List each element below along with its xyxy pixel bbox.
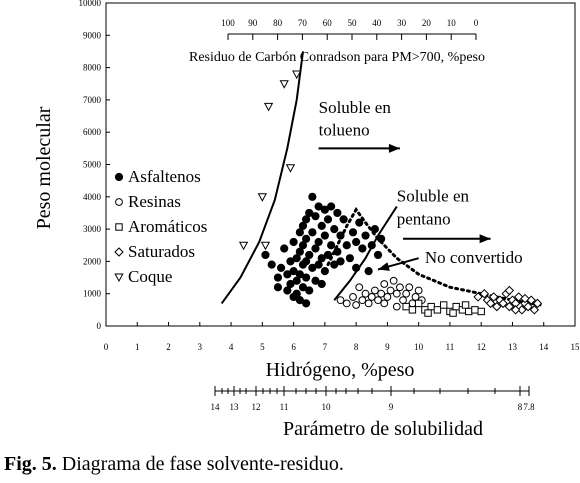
solubility-axis-tick-label: 10 <box>321 402 331 412</box>
data-point <box>309 193 316 200</box>
data-point <box>387 287 394 294</box>
boundary-line-1 <box>222 51 303 303</box>
data-point <box>353 238 360 245</box>
arrow-head <box>378 262 390 271</box>
solubility-axis-tick-label: 7.8 <box>523 402 535 412</box>
legend-label: Resinas <box>128 192 181 211</box>
data-point <box>259 194 267 201</box>
caption-label: Fig. 5. <box>4 453 57 475</box>
x-tick-label: 14 <box>539 342 549 352</box>
solubility-axis-tick-label: 9 <box>388 402 394 412</box>
legend-label: Aromáticos <box>128 217 208 236</box>
data-point <box>306 287 313 294</box>
data-point <box>393 290 400 297</box>
annotation-text: tolueno <box>318 120 370 140</box>
x-tick-label: 11 <box>445 342 455 352</box>
annotation-text: No convertido <box>424 248 523 268</box>
annotations <box>319 98 523 267</box>
data-point <box>303 235 310 242</box>
data-point <box>262 242 270 249</box>
figure-caption <box>4 453 344 475</box>
x-tick-label: 7 <box>322 342 328 352</box>
data-point <box>315 238 322 245</box>
arrow-head <box>480 234 491 243</box>
data-point <box>334 248 341 255</box>
arrow-head <box>389 144 400 153</box>
x-tick-label: 8 <box>353 342 359 352</box>
data-point <box>371 287 378 294</box>
top-axis-tick-label: 90 <box>248 18 258 28</box>
x-tick-label: 15 <box>570 342 580 352</box>
solubility-axis-tick-label: 13 <box>229 402 239 412</box>
series-coque <box>240 71 301 249</box>
data-point <box>368 294 375 301</box>
top-axis-tick-label: 0 <box>473 18 479 28</box>
data-point <box>409 300 416 307</box>
y-tick-label: 1000 <box>83 288 101 299</box>
series-resinas <box>337 277 425 310</box>
data-point <box>280 81 288 88</box>
annotation-text: pentano <box>396 209 451 229</box>
x-axis-label: Hidrógeno, %peso <box>265 359 415 381</box>
data-point <box>290 238 297 245</box>
data-point <box>268 261 275 268</box>
y-tick-label: 0 <box>96 321 101 331</box>
top-axis-ccr <box>221 18 479 40</box>
legend <box>115 167 207 286</box>
data-point <box>462 302 468 308</box>
data-point <box>274 274 281 281</box>
data-point <box>274 284 281 291</box>
y-axis-label: Peso molecular <box>33 106 55 230</box>
data-point <box>337 297 344 304</box>
x-tick-label: 4 <box>228 342 234 352</box>
data-point <box>478 308 484 314</box>
data-point <box>409 307 415 313</box>
data-point <box>337 232 344 239</box>
top-axis-tick-label: 30 <box>397 18 407 28</box>
data-point <box>362 290 369 297</box>
legend-marker <box>115 173 122 180</box>
data-point <box>312 213 319 220</box>
data-point <box>375 297 382 304</box>
data-point <box>343 242 350 249</box>
data-point <box>472 307 478 313</box>
data-point <box>334 209 341 216</box>
solubility-axis-label: Parámetro de solubilidad <box>283 418 483 440</box>
y-tick-label: 6000 <box>83 127 101 138</box>
x-tick-label: 0 <box>103 342 109 352</box>
top-axis-tick-label: 70 <box>297 18 307 28</box>
data-point <box>406 284 413 291</box>
data-point <box>368 242 375 249</box>
data-point <box>356 219 363 226</box>
data-point <box>350 294 357 301</box>
data-point <box>378 290 385 297</box>
data-point <box>240 242 248 249</box>
x-tick-label: 13 <box>507 342 517 352</box>
top-axis-tick-label: 50 <box>347 18 357 28</box>
data-point <box>362 232 369 239</box>
y-axis <box>79 0 111 331</box>
legend-label: Asfaltenos <box>128 167 201 186</box>
data-point <box>453 303 459 309</box>
legend-marker <box>115 274 123 281</box>
x-tick-label: 3 <box>197 342 203 352</box>
data-point <box>393 303 400 310</box>
data-point <box>359 245 366 252</box>
data-point <box>321 267 328 274</box>
y-tick-label: 7000 <box>83 94 101 105</box>
data-point <box>425 310 431 316</box>
annotation-text: Soluble en <box>318 97 391 117</box>
data-point <box>287 165 295 172</box>
data-point <box>403 290 410 297</box>
data-point <box>365 267 372 274</box>
data-point <box>400 297 407 304</box>
data-point <box>434 307 440 313</box>
data-point <box>281 245 288 252</box>
top-axis-tick-label: 100 <box>221 18 235 28</box>
data-point <box>440 302 446 308</box>
x-tick-label: 1 <box>135 342 140 352</box>
data-point <box>397 284 404 291</box>
legend-marker <box>116 199 123 206</box>
annotation-text: Soluble en <box>396 186 470 206</box>
data-point <box>359 297 366 304</box>
data-point <box>265 103 273 110</box>
data-point <box>328 203 335 210</box>
x-tick-label: 2 <box>166 342 171 352</box>
data-point <box>384 294 391 301</box>
data-point <box>465 308 471 314</box>
data-point <box>337 258 344 265</box>
solubility-axis-tick-label: 14 <box>210 402 220 412</box>
y-tick-label: 10000 <box>78 0 101 8</box>
data-point <box>303 300 310 307</box>
data-point <box>321 232 328 239</box>
data-point <box>318 280 325 287</box>
y-tick-label: 8000 <box>83 62 101 73</box>
data-point <box>365 300 372 307</box>
data-point <box>353 264 360 271</box>
solubility-axis-tick-label: 11 <box>279 402 289 412</box>
data-point <box>403 303 409 309</box>
x-tick-label: 6 <box>291 342 296 352</box>
data-point <box>318 222 325 229</box>
top-axis-tick-label: 60 <box>322 18 332 28</box>
data-point <box>381 281 388 288</box>
data-point <box>374 251 381 258</box>
data-point <box>415 287 422 294</box>
y-tick-label: 5000 <box>83 159 101 170</box>
data-point <box>412 294 419 301</box>
top-axis-tick-label: 20 <box>421 18 431 28</box>
data-point <box>371 226 378 233</box>
data-point <box>340 216 347 223</box>
data-point <box>346 255 353 262</box>
data-point <box>378 235 385 242</box>
y-tick-label: 9000 <box>83 30 101 41</box>
data-point <box>324 216 331 223</box>
x-tick-label: 9 <box>385 342 390 352</box>
x-tick-label: 12 <box>476 342 486 352</box>
data-point <box>353 302 360 309</box>
data-point <box>309 229 316 236</box>
top-axis-label: Residuo de Carbón Conradson para PM>700, %peso <box>188 50 486 65</box>
data-point <box>356 284 363 291</box>
x-tick-label: 5 <box>260 342 265 352</box>
data-point <box>415 300 421 306</box>
solubility-axis <box>211 386 536 412</box>
top-axis-tick-label: 10 <box>446 18 456 28</box>
solubility-axis-tick-label: 8 <box>517 402 523 412</box>
legend-label: Saturados <box>128 242 196 261</box>
top-axis-tick-label: 40 <box>372 18 382 28</box>
top-axis-tick-label: 80 <box>273 18 283 28</box>
data-point <box>390 277 397 284</box>
data-point <box>306 251 313 258</box>
series-aromticos <box>403 300 484 316</box>
x-tick-label: 10 <box>414 342 424 352</box>
data-point <box>328 242 335 249</box>
y-tick-label: 4000 <box>83 191 101 202</box>
data-point <box>277 264 284 271</box>
data-point <box>428 303 434 309</box>
data-point <box>331 226 338 233</box>
legend-label: Coque <box>128 267 173 286</box>
data-point <box>303 274 310 281</box>
data-point <box>349 229 356 236</box>
solubility-axis-tick-label: 12 <box>251 402 261 412</box>
legend-marker <box>115 248 123 256</box>
caption-text: Diagrama de fase solvente-residuo. <box>56 453 344 475</box>
data-point <box>324 251 331 258</box>
legend-marker <box>116 224 122 230</box>
y-tick-label: 2000 <box>83 256 101 267</box>
data-point <box>343 300 350 307</box>
data-point <box>450 310 456 316</box>
data-point <box>381 300 388 307</box>
data-point <box>262 251 269 258</box>
y-tick-label: 3000 <box>83 224 101 235</box>
